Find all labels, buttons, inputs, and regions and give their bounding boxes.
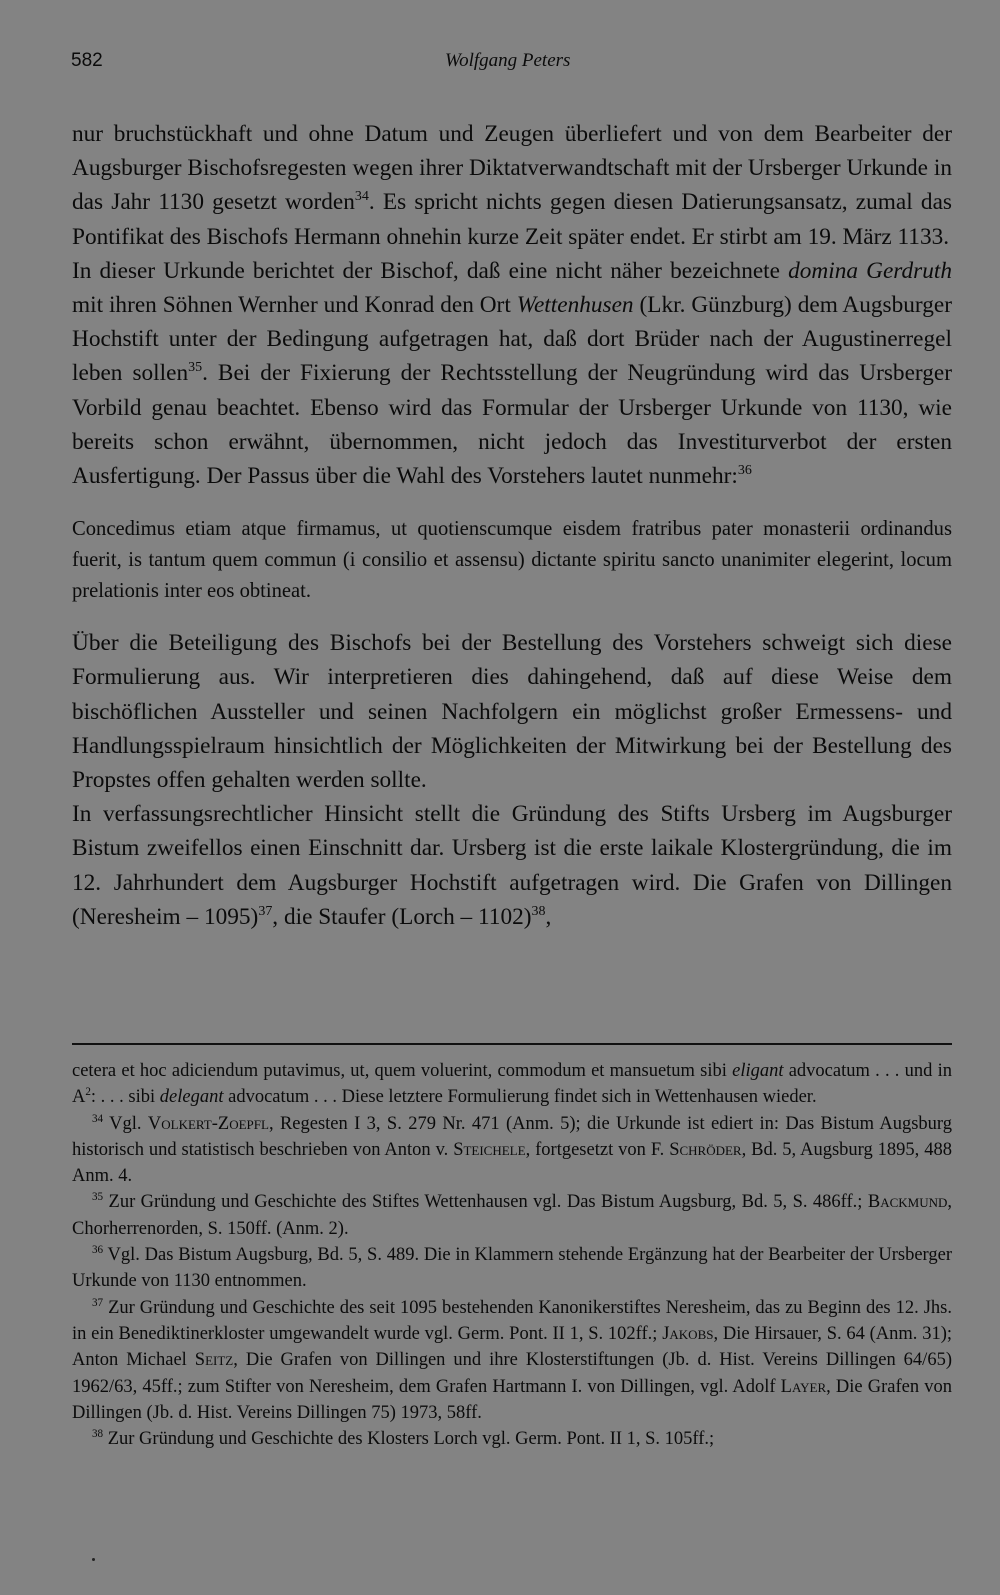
- footnote-number: 38: [92, 1428, 104, 1440]
- footnote-38: [72, 1426, 952, 1452]
- italic-place: Wettenhusen: [516, 292, 634, 319]
- text-run: Zur Gründung und Geschichte des seit 1095 bestehenden Kanonikerstiftes Neresheim, das zu Beginn des 12. Jhs. in ein Benediktinerkloster umgewandelt wurde vgl. Germ. Pont. II 1, S. 102ff.;: [72, 1297, 952, 1344]
- main-text: [72, 117, 952, 934]
- text-run: (Lkr. Günzburg) dem Augsburger Hochstift unter der Bedingung aufgetragen hat, daß dort Brüder nach der Augustinerregel leben sollen: [72, 292, 952, 387]
- footnote-35: [72, 1189, 952, 1242]
- superscript: 2: [85, 1086, 91, 1099]
- footnotes: [72, 1058, 952, 1452]
- text-run: , Chorherrenorden, S. 150ff. (Anm. 2).: [72, 1192, 952, 1239]
- text-run: , Regesten I 3, S. 279 Nr. 471 (Anm. 5); die Urkunde ist ediert in: Das Bistum Augsburg historisch und statistisch beschrieben von Anton v.: [72, 1113, 952, 1160]
- footnote-number: 37: [92, 1296, 104, 1309]
- italic-term: delegant: [159, 1087, 224, 1108]
- footnote-number: 35: [92, 1191, 104, 1204]
- text-run: : . . . sibi: [90, 1087, 160, 1108]
- author-name: Schröder: [669, 1139, 742, 1160]
- footnote-36: [72, 1242, 952, 1295]
- text-run: Vgl.: [103, 1113, 148, 1134]
- author-name: Steichele: [453, 1139, 526, 1160]
- running-head: Wolfgang Peters: [445, 50, 571, 71]
- author-name: Volkert-Zoepfl: [147, 1113, 269, 1134]
- italic-term: eligant: [732, 1061, 784, 1081]
- author-name: Layer: [780, 1376, 827, 1397]
- text-run: ,: [545, 903, 552, 930]
- scan-speck: [92, 1558, 95, 1561]
- text-run: . Bei der Fixierung der Rechtsstellung der Neugründung wird das Ursberger Vorbild genau beachtet. Ebenso wird das Formular der Ursberger Urkunde von 1130, wie bereits schon erwähnt, übernommen, nicht jedoch das Investiturverbot der ersten Ausfertigung. Der Passus über die Wahl des Vorstehers lautet nunmehr:: [72, 360, 952, 490]
- text-run: , fortgesetzt von F.: [525, 1139, 670, 1160]
- text-run: , Die Hirsauer, S. 64 (Anm. 31); Anton Michael: [72, 1323, 952, 1371]
- text-run: , Die Grafen von Dillingen (Jb. d. Hist. Vereins Dillingen 75) 1973, 58ff.: [72, 1376, 952, 1423]
- footnote-ref-34[interactable]: 34: [354, 189, 369, 205]
- text-run: Vgl. Das Bistum Augsburg, Bd. 5, S. 489. Die in Klammern stehende Ergänzung hat der Bearbeiter der Ursberger Urkunde von 1130 entnommen.: [72, 1245, 952, 1292]
- paragraph-3: Über die Beteiligung des Bischofs bei der Bestellung des Vorstehers schweigt sich diese Formulierung aus. Wir interpretieren dies dahingehend, daß auf diese Weise dem bischöflichen Aussteller und seinen Nachfolgern ein möglichst großer Ermessens- und Handlungsspielraum hinsichtlich der Möglichkeiten der Mitwirkung bei der Bestellung des Propstes offen gehalten werden sollte.: [72, 630, 952, 794]
- text-run: cetera et hoc adiciendum putavimus, ut, quem voluerint, commodum et mansuetum sibi: [72, 1061, 733, 1081]
- paragraph-4: [72, 797, 952, 934]
- footnote-ref-37[interactable]: 37: [258, 904, 273, 920]
- footnote-number: 34: [92, 1112, 104, 1125]
- text-run: In dieser Urkunde berichtet der Bischof, daß eine nicht näher bezeichnete: [72, 257, 789, 284]
- footnote-ref-35[interactable]: 35: [188, 360, 203, 376]
- block-quote: Concedimus etiam atque firmamus, ut quotienscumque eisdem fratribus pater monasterii ordinandus fuerit, is tantum quem commun (i consilio et assensu) dictante spiritu sancto unanimiter elegerint, locum prelationis inter eos obtineat.: [72, 518, 952, 603]
- author-name: Backmund: [867, 1192, 948, 1213]
- text-run: mit ihren Söhnen Wernher und Konrad den Ort: [72, 292, 517, 319]
- footnote-ref-36[interactable]: 36: [737, 463, 752, 479]
- footnote-37: [72, 1295, 952, 1426]
- text-run: , die Staufer (Lorch – 1102): [272, 903, 532, 930]
- footnote-ref-38[interactable]: 38: [531, 904, 546, 920]
- text-run: Zur Gründung und Geschichte des Stiftes Wettenhausen vgl. Das Bistum Augsburg, Bd. 5, S. 486ff.;: [103, 1192, 868, 1213]
- text-run: . Es spricht nichts gegen diesen Datierungsansatz, zumal das Pontifikat des Bischofs Hermann ohnehin kurze Zeit später endet. Er stirbt am 19. März 1133.: [72, 189, 952, 250]
- text-run: nur bruchstückhaft und ohne Datum und Zeugen überliefert und von dem Bearbeiter der Augsburger Bischofsregesten wegen ihrer Diktatverwandtschaft mit der Ursberger Urkunde in das Jahr 1130 gesetzt worden: [72, 121, 952, 216]
- footnote-continuation: [72, 1058, 952, 1111]
- author-name: Jakobs: [662, 1323, 714, 1344]
- paragraph-2: [72, 254, 952, 493]
- text-run: advocatum . . . Diese letztere Formulierung findet sich in Wettenhausen wieder.: [223, 1087, 817, 1108]
- page-number: 582: [71, 50, 103, 71]
- author-name: Seitz: [194, 1350, 234, 1371]
- text-run: Zur Gründung und Geschichte des Klosters Lorch vgl. Germ. Pont. II 1, S. 105ff.;: [103, 1429, 715, 1450]
- paragraph-1: [72, 117, 952, 254]
- text-run: , Bd. 5, Augsburg 1895, 488 Anm. 4.: [72, 1139, 952, 1187]
- footnote-divider: [72, 1043, 952, 1045]
- footnote-34: [72, 1111, 952, 1190]
- text-run: , Die Grafen von Dillingen und ihre Klosterstiftungen (Jb. d. Hist. Vereins Dillingen 64/65) 1962/63, 45ff.; zum Stifter von Neresheim, dem Grafen Hartmann I. von Dillingen, vgl. Adolf: [72, 1350, 952, 1397]
- footnote-number: 36: [92, 1243, 104, 1256]
- text-run: advocatum . . . und in A: [72, 1061, 952, 1108]
- text-run: In verfassungsrechtlicher Hinsicht stellt die Gründung des Stifts Ursberg im Augsburger Bistum zweifellos einen Einschnitt dar. Ursberg ist die erste laikale Klostergründung, die im 12. Jahrhundert dem Augsburger Hochstift aufgetragen wird. Die Grafen von Dillingen (Neresheim – 1095): [72, 801, 952, 930]
- italic-term: domina Gerdruth: [788, 257, 952, 284]
